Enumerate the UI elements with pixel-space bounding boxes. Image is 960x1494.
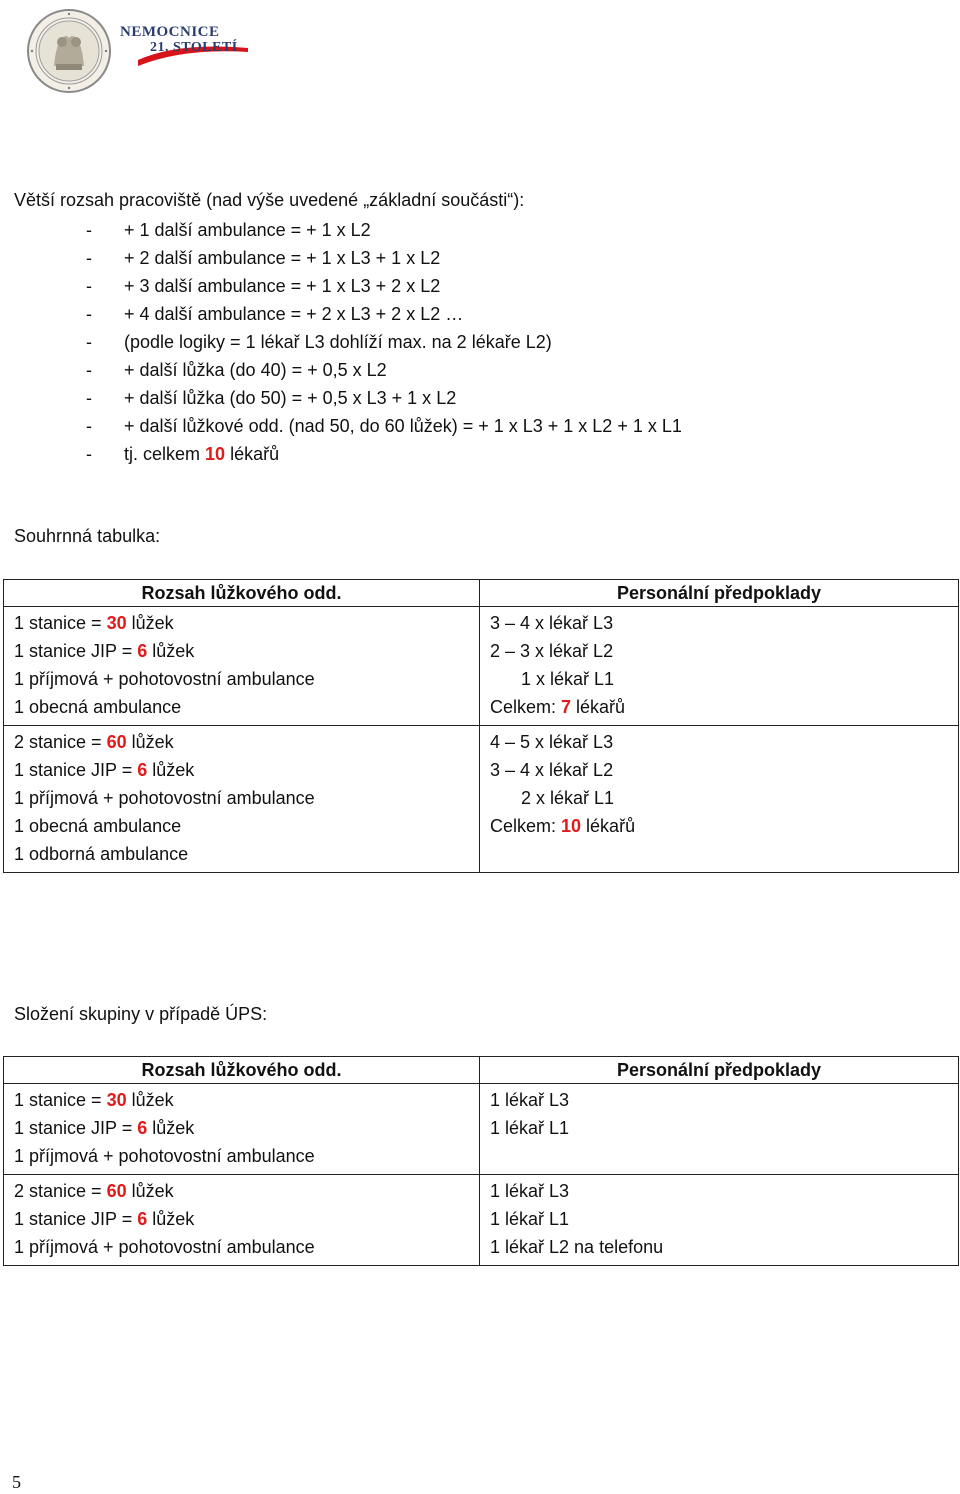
nemocnice-logo [26, 8, 246, 98]
table-cell: 3 – 4 x lékař L3 2 – 3 x lékař L2 1 x lékař L1 Celkem: 7 lékařů [480, 607, 959, 726]
list-item: - + 3 další ambulance = + 1 x L3 + 2 x L2 [86, 276, 441, 296]
ups-title: Složení skupiny v případě ÚPS: [14, 1004, 268, 1024]
table-cell: 1 lékař L3 1 lékař L1 [480, 1084, 959, 1175]
list-item: - + další lůžkové odd. (nad 50, do 60 lůžek) = + 1 x L3 + 1 x L2 + 1 x L1 [86, 416, 682, 436]
table-cell: 2 stanice = 60 lůžek 1 stanice JIP = 6 lůžek 1 příjmová + pohotovostní ambulance 1 obecná ambulance 1 odborná ambulance [4, 726, 480, 873]
logo-line-1: NEMOCNICE [120, 24, 220, 40]
ups-table [3, 1056, 959, 1266]
table-row [4, 1084, 959, 1175]
table-cell: 1 lékař L3 1 lékař L1 1 lékař L2 na telefonu [480, 1175, 959, 1266]
column-header: Personální předpoklady [480, 580, 959, 607]
logo-wordmark [120, 24, 246, 56]
summary-table [3, 579, 959, 873]
column-header: Personální předpoklady [480, 1057, 959, 1084]
table-cell: 4 – 5 x lékař L3 3 – 4 x lékař L2 2 x lékař L1 Celkem: 10 lékařů [480, 726, 959, 873]
column-header: Rozsah lůžkového odd. [4, 580, 480, 607]
table-cell: 1 stanice = 30 lůžek 1 stanice JIP = 6 lůžek 1 příjmová + pohotovostní ambulance [4, 1084, 480, 1175]
table-header-row [4, 580, 959, 607]
list-item: - + 4 další ambulance = + 2 x L3 + 2 x L2 … [86, 304, 464, 324]
list-item: - + další lůžka (do 40) = + 0,5 x L2 [86, 360, 387, 380]
table-cell: 1 stanice = 30 lůžek 1 stanice JIP = 6 lůžek 1 příjmová + pohotovostní ambulance 1 obecná ambulance [4, 607, 480, 726]
column-header: Rozsah lůžkového odd. [4, 1057, 480, 1084]
table-row [4, 607, 959, 726]
table-row [4, 726, 959, 873]
list-item: - (podle logiky = 1 lékař L3 dohlíží max. na 2 lékaře L2) [86, 332, 552, 352]
summary-title: Souhrnná tabulka: [14, 526, 161, 546]
logo-line-2: 21. STOLETÍ [150, 40, 238, 55]
list-item: - + 1 další ambulance = + 1 x L2 [86, 220, 371, 240]
table-row [4, 1175, 959, 1266]
seal-icon [26, 8, 112, 94]
intro-title: Větší rozsah pracoviště (nad výše uvedené „základní součásti“): [14, 190, 525, 210]
page-number: 5 [12, 1472, 21, 1492]
list-item: - + další lůžka (do 50) = + 0,5 x L3 + 1 x L2 [86, 388, 457, 408]
table-header-row [4, 1057, 959, 1084]
table-cell: 2 stanice = 60 lůžek 1 stanice JIP = 6 lůžek 1 příjmová + pohotovostní ambulance [4, 1175, 480, 1266]
intro-bullet-list [0, 216, 682, 468]
list-item-total: - tj. celkem 10 lékařů [86, 444, 280, 464]
list-item: - + 2 další ambulance = + 1 x L3 + 1 x L2 [86, 248, 441, 268]
